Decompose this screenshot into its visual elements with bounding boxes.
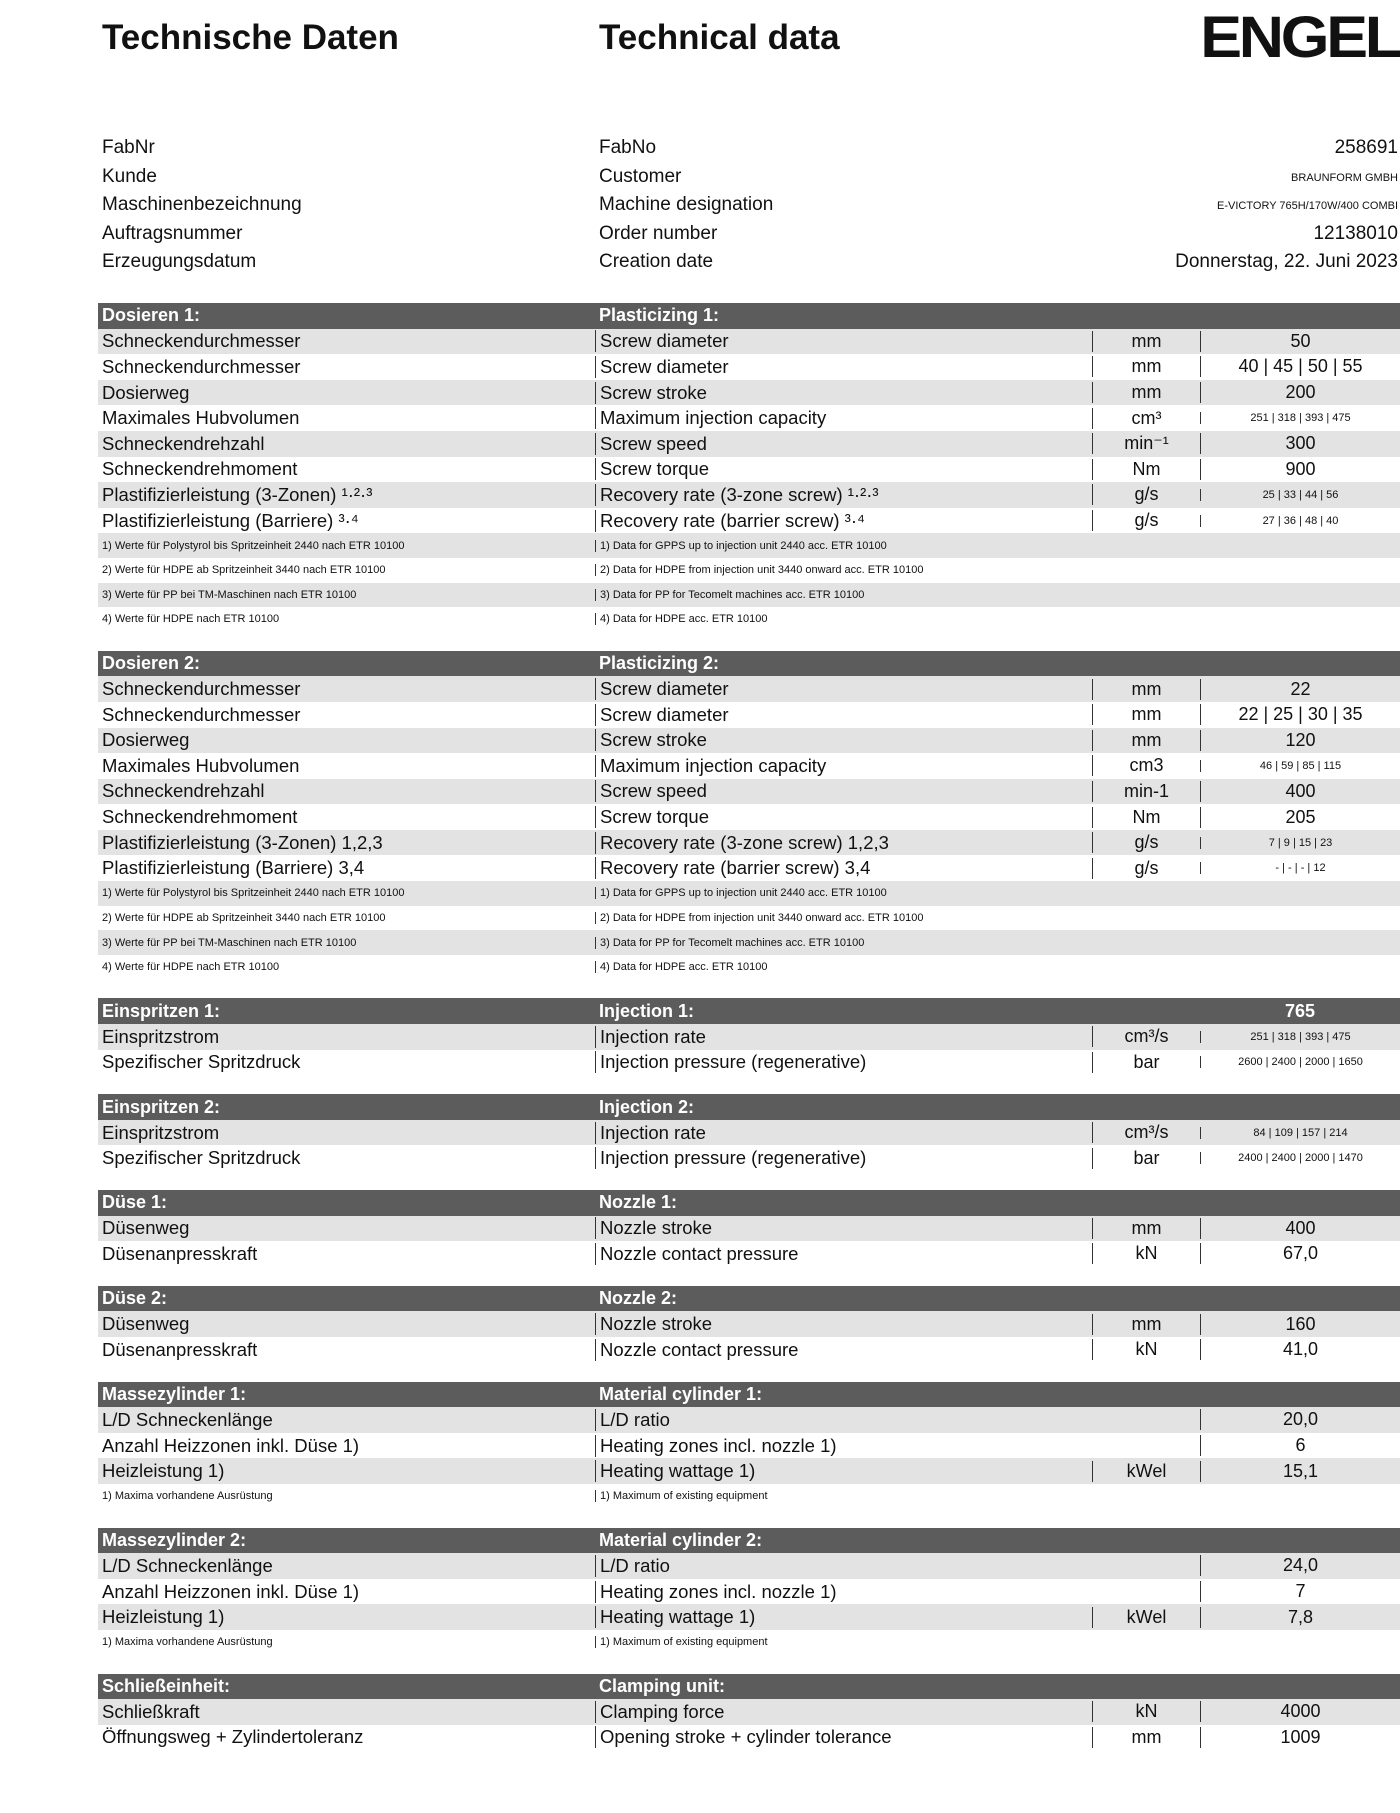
label-de: Spezifischer Spritzdruck <box>102 1147 301 1169</box>
unit: mm <box>1092 1314 1200 1335</box>
label-en: 1) Data for GPPS up to injection unit 2440 acc. ETR 10100 <box>595 540 1092 552</box>
table-row <box>98 380 1400 406</box>
label-de: Einspritzstrom <box>102 1121 220 1143</box>
value: 20,0 <box>1200 1409 1400 1430</box>
unit: mm <box>1092 1727 1200 1748</box>
meta-value: Donnerstag, 22. Juni 2023 <box>1175 251 1398 273</box>
value: 160 <box>1200 1314 1400 1335</box>
table-row <box>98 1407 1400 1433</box>
section-title-en: Nozzle 2: <box>599 1288 678 1309</box>
label-de: Schneckendrehzahl <box>102 780 265 802</box>
value: 400 <box>1200 781 1400 802</box>
label-de: Heizleistung 1) <box>102 1460 225 1482</box>
section-spacer <box>98 1267 1400 1286</box>
meta-row <box>102 220 1400 249</box>
technical-data-table <box>98 303 1400 1750</box>
label-de: Schneckendrehzahl <box>102 432 265 454</box>
label-en: Nozzle stroke <box>595 1313 1092 1335</box>
label-en: 3) Data for PP for Tecomelt machines acc. ETR 10100 <box>595 589 1092 601</box>
meta-row <box>102 248 1400 277</box>
label-en: Nozzle contact pressure <box>595 1339 1092 1361</box>
label-en: 4) Data for HDPE acc. ETR 10100 <box>595 613 1092 625</box>
value: 205 <box>1200 807 1400 828</box>
meta-value: BRAUNFORM GMBH <box>1291 171 1398 184</box>
table-row <box>98 1216 1400 1242</box>
value: 400 <box>1200 1218 1400 1239</box>
value: 2400 | 2400 | 2000 | 1470 <box>1200 1152 1400 1164</box>
label-de: Plastifizierleistung (3-Zonen) 1,2,3 <box>102 831 383 853</box>
label-en: Injection pressure (regenerative) <box>595 1051 1092 1073</box>
label-en: Nozzle contact pressure <box>595 1243 1092 1265</box>
engel-logo: ENGEL <box>1200 5 1400 70</box>
meta-value: 12138010 <box>1313 222 1398 244</box>
table-row <box>98 779 1400 805</box>
label-de: Düsenweg <box>102 1313 190 1335</box>
label-en: Recovery rate (barrier screw) ³·⁴ <box>595 510 1092 532</box>
label-de: Schneckendurchmesser <box>102 330 301 352</box>
table-row <box>98 753 1400 779</box>
label-en: Screw stroke <box>595 382 1092 404</box>
label-en: Screw torque <box>595 806 1092 828</box>
table-row <box>98 1337 1400 1363</box>
table-row <box>98 607 1400 632</box>
value: 251 | 318 | 393 | 475 <box>1200 1031 1400 1043</box>
section-extra: 765 <box>1284 1000 1316 1021</box>
unit: kWel <box>1092 1461 1200 1482</box>
section-title-de: Einspritzen 2: <box>102 1096 221 1117</box>
meta-row <box>102 191 1400 220</box>
value: 251 | 318 | 393 | 475 <box>1200 412 1400 424</box>
section-title-de: Einspritzen 1: <box>102 1000 221 1021</box>
meta-row <box>102 134 1400 163</box>
label-en: Injection rate <box>595 1026 1092 1048</box>
label-de: 1) Werte für Polystyrol bis Spritzeinheit 2440 nach ETR 10100 <box>102 887 405 900</box>
unit: bar <box>1092 1052 1200 1073</box>
label-en: Injection pressure (regenerative) <box>595 1147 1092 1169</box>
label-en: 2) Data for HDPE from injection unit 3440 onward acc. ETR 10100 <box>595 912 1092 924</box>
unit: g/s <box>1092 510 1200 531</box>
value: 25 | 33 | 44 | 56 <box>1200 489 1400 501</box>
label-en: 3) Data for PP for Tecomelt machines acc. ETR 10100 <box>595 937 1092 949</box>
value: 7 | 9 | 15 | 23 <box>1200 837 1400 849</box>
value: 40 | 45 | 50 | 55 <box>1200 356 1400 377</box>
unit: cm³/s <box>1092 1122 1200 1143</box>
meta-value: E-VICTORY 765H/170W/400 COMBI <box>1217 200 1398 213</box>
unit: mm <box>1092 704 1200 725</box>
label-en: 1) Data for GPPS up to injection unit 2440 acc. ETR 10100 <box>595 887 1092 899</box>
meta-label-en: Creation date <box>599 251 714 273</box>
table-row <box>98 930 1400 955</box>
table-row <box>98 830 1400 856</box>
label-de: 2) Werte für HDPE ab Spritzeinheit 3440 nach ETR 10100 <box>102 564 386 577</box>
table-row <box>98 702 1400 728</box>
value: 2600 | 2400 | 2000 | 1650 <box>1200 1056 1400 1068</box>
section-spacer <box>98 1363 1400 1382</box>
table-row <box>98 955 1400 980</box>
table-row <box>98 804 1400 830</box>
unit: kN <box>1092 1701 1200 1722</box>
section-title-de: Massezylinder 1: <box>102 1383 247 1404</box>
label-de: Dosierweg <box>102 729 190 751</box>
value: 7,8 <box>1200 1607 1400 1628</box>
meta-label-en: Order number <box>599 222 718 244</box>
section-header <box>98 303 1400 329</box>
label-en: Opening stroke + cylinder tolerance <box>595 1726 1092 1748</box>
label-en: Screw diameter <box>595 704 1092 726</box>
section-header <box>98 1094 1400 1120</box>
label-en: 4) Data for HDPE acc. ETR 10100 <box>595 961 1092 973</box>
label-de: Düsenanpresskraft <box>102 1338 258 1360</box>
value: 27 | 36 | 48 | 40 <box>1200 515 1400 527</box>
label-en: 1) Maximum of existing equipment <box>595 1490 1092 1502</box>
table-row <box>98 583 1400 608</box>
label-en: Nozzle stroke <box>595 1217 1092 1239</box>
value: 84 | 109 | 157 | 214 <box>1200 1127 1400 1139</box>
section-header <box>98 651 1400 677</box>
table-row <box>98 508 1400 534</box>
table-row <box>98 1553 1400 1579</box>
label-en: Recovery rate (3-zone screw) 1,2,3 <box>595 832 1092 854</box>
unit: kN <box>1092 1339 1200 1360</box>
value: 22 <box>1200 679 1400 700</box>
section-title-de: Schließeinheit: <box>102 1675 231 1696</box>
meta-label-de: Kunde <box>102 165 157 187</box>
label-en: Recovery rate (3-zone screw) ¹·²·³ <box>595 484 1092 506</box>
section-spacer <box>98 1509 1400 1528</box>
page-title-de: Technische Daten <box>102 18 399 57</box>
meta-label-de: Erzeugungsdatum <box>102 251 257 273</box>
label-de: Schließkraft <box>102 1700 200 1722</box>
unit: cm³/s <box>1092 1026 1200 1047</box>
table-row <box>98 329 1400 355</box>
section-title-en: Plasticizing 2: <box>599 653 720 674</box>
meta-label-de: FabNr <box>102 137 155 158</box>
label-en: Recovery rate (barrier screw) 3,4 <box>595 857 1092 879</box>
label-en: Maximum injection capacity <box>595 407 1092 429</box>
table-row <box>98 533 1400 558</box>
label-de: 3) Werte für PP bei TM-Maschinen nach ETR 10100 <box>102 936 357 949</box>
table-row <box>98 431 1400 457</box>
label-en: Screw diameter <box>595 678 1092 700</box>
table-row <box>98 558 1400 583</box>
table-row <box>98 1024 1400 1050</box>
label-de: Einspritzstrom <box>102 1025 220 1047</box>
table-row <box>98 906 1400 931</box>
value: 4000 <box>1200 1701 1400 1722</box>
section-header <box>98 998 1400 1024</box>
value: 900 <box>1200 459 1400 480</box>
label-de: Anzahl Heizzonen inkl. Düse 1) <box>102 1580 360 1602</box>
label-de: Düsenanpresskraft <box>102 1242 258 1264</box>
label-de: Anzahl Heizzonen inkl. Düse 1) <box>102 1434 360 1456</box>
meta-value: 258691 <box>1334 137 1398 158</box>
section-title-en: Injection 1: <box>599 1000 695 1021</box>
unit: min-1 <box>1092 781 1200 802</box>
label-en: L/D ratio <box>595 1409 1092 1431</box>
page-title-en: Technical data <box>599 18 840 57</box>
section-title-de: Düse 1: <box>102 1192 168 1213</box>
unit: cm3 <box>1092 755 1200 776</box>
meta-label-de: Auftragsnummer <box>102 222 243 244</box>
section-title-en: Clamping unit: <box>599 1675 725 1696</box>
label-de: 3) Werte für PP bei TM-Maschinen nach ETR 10100 <box>102 588 357 601</box>
label-de: 1) Werte für Polystyrol bis Spritzeinheit 2440 nach ETR 10100 <box>102 539 405 552</box>
table-row <box>98 1433 1400 1459</box>
table-row <box>98 1145 1400 1171</box>
label-de: 1) Maxima vorhandene Ausrüstung <box>102 1636 273 1649</box>
unit: g/s <box>1092 832 1200 853</box>
value: 200 <box>1200 382 1400 403</box>
label-en: Screw diameter <box>595 330 1092 352</box>
value: 41,0 <box>1200 1339 1400 1360</box>
label-en: Heating wattage 1) <box>595 1606 1092 1628</box>
meta-label-en: Customer <box>599 165 682 187</box>
unit: Nm <box>1092 807 1200 828</box>
table-row <box>98 1604 1400 1630</box>
section-title-de: Dosieren 1: <box>102 305 201 326</box>
label-en: 1) Maximum of existing equipment <box>595 1636 1092 1648</box>
unit: g/s <box>1092 484 1200 505</box>
label-de: Schneckendurchmesser <box>102 678 301 700</box>
unit: kN <box>1092 1243 1200 1264</box>
label-en: Maximum injection capacity <box>595 755 1092 777</box>
label-en: Screw torque <box>595 458 1092 480</box>
label-en: L/D ratio <box>595 1555 1092 1577</box>
label-de: L/D Schneckenlänge <box>102 1408 273 1430</box>
label-en: Screw speed <box>595 780 1092 802</box>
unit: mm <box>1092 730 1200 751</box>
section-spacer <box>98 979 1400 998</box>
unit: Nm <box>1092 459 1200 480</box>
value: 46 | 59 | 85 | 115 <box>1200 760 1400 772</box>
section-spacer <box>98 1171 1400 1190</box>
value: 120 <box>1200 730 1400 751</box>
label-de: Plastifizierleistung (Barriere) ³·⁴ <box>102 509 359 531</box>
table-row <box>98 1579 1400 1605</box>
value: 300 <box>1200 433 1400 454</box>
table-row <box>98 457 1400 483</box>
value: 22 | 25 | 30 | 35 <box>1200 704 1400 725</box>
section-title-en: Material cylinder 2: <box>599 1529 763 1550</box>
value: 7 <box>1200 1581 1400 1602</box>
label-de: Plastifizierleistung (Barriere) 3,4 <box>102 857 365 879</box>
table-row <box>98 1311 1400 1337</box>
meta-label-de: Maschinenbezeichnung <box>102 194 302 216</box>
table-row <box>98 1725 1400 1751</box>
label-de: Maximales Hubvolumen <box>102 754 300 776</box>
unit: mm <box>1092 1218 1200 1239</box>
label-en: 2) Data for HDPE from injection unit 3440 onward acc. ETR 10100 <box>595 564 1092 576</box>
table-row <box>98 881 1400 906</box>
label-en: Injection rate <box>595 1122 1092 1144</box>
unit: mm <box>1092 331 1200 352</box>
label-en: Screw speed <box>595 433 1092 455</box>
table-row <box>98 1484 1400 1509</box>
section-header <box>98 1382 1400 1408</box>
section-spacer <box>98 632 1400 651</box>
unit: mm <box>1092 356 1200 377</box>
table-row <box>98 1050 1400 1076</box>
section-title-en: Material cylinder 1: <box>599 1383 763 1404</box>
table-row <box>98 482 1400 508</box>
value: 15,1 <box>1200 1461 1400 1482</box>
section-header <box>98 1528 1400 1554</box>
unit: min⁻¹ <box>1092 433 1200 454</box>
table-row <box>98 1699 1400 1725</box>
label-en: Heating zones incl. nozzle 1) <box>595 1435 1092 1457</box>
section-header <box>98 1190 1400 1216</box>
meta-label-en: FabNo <box>599 137 657 158</box>
value: 24,0 <box>1200 1555 1400 1576</box>
unit: g/s <box>1092 858 1200 879</box>
table-row <box>98 855 1400 881</box>
section-title-en: Plasticizing 1: <box>599 305 720 326</box>
table-row <box>98 1630 1400 1655</box>
label-en: Heating zones incl. nozzle 1) <box>595 1581 1092 1603</box>
meta-info <box>102 134 1400 277</box>
table-row <box>98 1458 1400 1484</box>
label-de: Dosierweg <box>102 381 190 403</box>
label-de: Schneckendrehmoment <box>102 458 298 480</box>
table-row <box>98 676 1400 702</box>
section-title-de: Massezylinder 2: <box>102 1529 247 1550</box>
label-en: Clamping force <box>595 1701 1092 1723</box>
section-title-de: Dosieren 2: <box>102 653 201 674</box>
table-row <box>98 405 1400 431</box>
section-title-de: Düse 2: <box>102 1288 168 1309</box>
value: 1009 <box>1200 1727 1400 1748</box>
label-de: Schneckendrehmoment <box>102 806 298 828</box>
value: - | - | - | 12 <box>1200 862 1400 874</box>
section-spacer <box>98 1655 1400 1674</box>
unit: kWel <box>1092 1607 1200 1628</box>
label-en: Heating wattage 1) <box>595 1460 1092 1482</box>
label-en: Screw stroke <box>595 729 1092 751</box>
value: 67,0 <box>1200 1243 1400 1264</box>
label-de: 4) Werte für HDPE nach ETR 10100 <box>102 961 280 974</box>
section-title-en: Injection 2: <box>599 1096 695 1117</box>
label-de: L/D Schneckenlänge <box>102 1554 273 1576</box>
section-header <box>98 1286 1400 1312</box>
value: 6 <box>1200 1435 1400 1456</box>
label-en: Screw diameter <box>595 356 1092 378</box>
label-de: Spezifischer Spritzdruck <box>102 1051 301 1073</box>
table-row <box>98 728 1400 754</box>
section-header <box>98 1674 1400 1700</box>
meta-label-en: Machine designation <box>599 194 774 216</box>
section-title-en: Nozzle 1: <box>599 1192 678 1213</box>
label-de: 1) Maxima vorhandene Ausrüstung <box>102 1490 273 1503</box>
unit: mm <box>1092 382 1200 403</box>
label-de: Schneckendurchmesser <box>102 355 301 377</box>
label-de: 4) Werte für HDPE nach ETR 10100 <box>102 613 280 626</box>
label-de: 2) Werte für HDPE ab Spritzeinheit 3440 nach ETR 10100 <box>102 911 386 924</box>
unit: bar <box>1092 1148 1200 1169</box>
label-de: Öffnungsweg + Zylindertoleranz <box>102 1726 364 1748</box>
label-de: Düsenweg <box>102 1217 190 1239</box>
value: 50 <box>1200 331 1400 352</box>
table-row <box>98 354 1400 380</box>
unit: cm³ <box>1092 408 1200 429</box>
table-row <box>98 1120 1400 1146</box>
section-spacer <box>98 1075 1400 1094</box>
label-de: Plastifizierleistung (3-Zonen) ¹·²·³ <box>102 483 373 505</box>
unit: mm <box>1092 679 1200 700</box>
label-de: Schneckendurchmesser <box>102 703 301 725</box>
meta-row <box>102 163 1400 192</box>
table-row <box>98 1241 1400 1267</box>
label-de: Maximales Hubvolumen <box>102 407 300 429</box>
label-de: Heizleistung 1) <box>102 1606 225 1628</box>
